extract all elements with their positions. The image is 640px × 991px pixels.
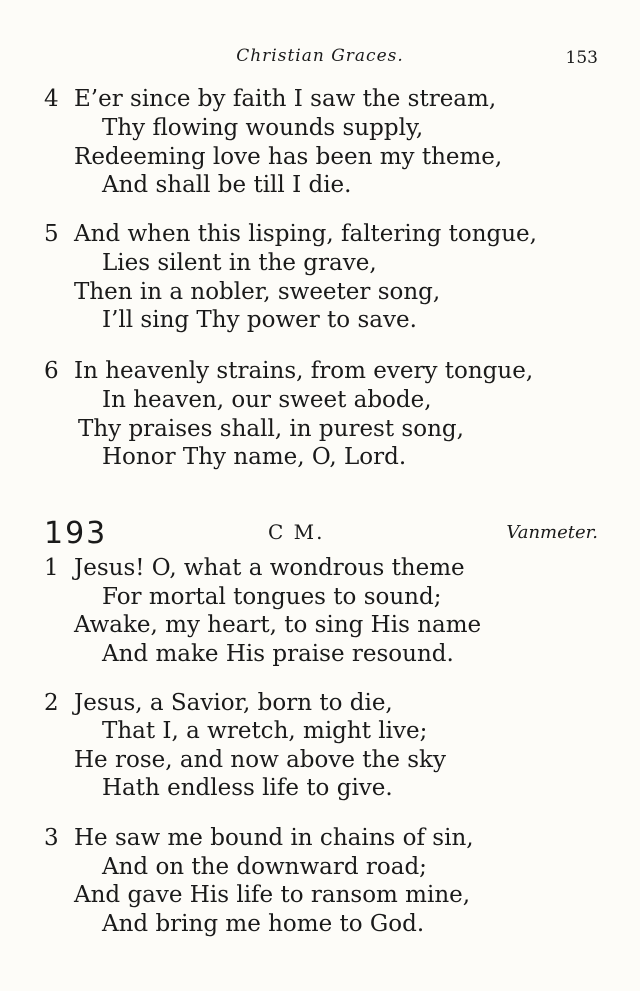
stanza-line: Hath endless life to give. <box>102 775 393 801</box>
stanza-line: He rose, and now above the sky <box>74 747 446 773</box>
stanza-line: Lies silent in the grave, <box>102 250 377 276</box>
stanza-line: Then in a nobler, sweeter song, <box>74 279 441 305</box>
stanza-number: 6 <box>44 358 59 384</box>
hymn-tune: Vanmeter. <box>506 522 598 543</box>
stanza-number: 4 <box>44 86 59 112</box>
stanza-line: Honor Thy name, O, Lord. <box>102 444 407 470</box>
stanza-line: And on the downward road; <box>102 854 427 880</box>
stanza-line: And when this lisping, faltering tongue, <box>74 221 537 247</box>
stanza-line: And shall be till I die. <box>102 172 352 198</box>
stanza-line: Thy flowing wounds supply, <box>102 115 424 141</box>
stanza-line: And make His praise resound. <box>102 641 454 667</box>
stanza-line: For mortal tongues to sound; <box>102 584 442 610</box>
hymn-number: 193 <box>44 516 108 551</box>
stanza-line: He saw me bound in chains of sin, <box>74 825 474 851</box>
running-head: Christian Graces. <box>236 46 404 66</box>
stanza-line: In heaven, our sweet abode, <box>102 387 432 413</box>
stanza-line: Awake, my heart, to sing His name <box>74 612 482 638</box>
stanza-number: 3 <box>44 825 59 851</box>
stanza-line: E’er since by faith I saw the stream, <box>74 86 497 112</box>
stanza-line: And bring me home to God. <box>102 911 425 937</box>
hymn-meter: C M. <box>268 520 325 544</box>
stanza-line: And gave His life to ransom mine, <box>74 882 471 908</box>
stanza-number: 2 <box>44 690 59 716</box>
stanza-number: 1 <box>44 555 59 581</box>
stanza-number: 5 <box>44 221 59 247</box>
stanza-line: I’ll sing Thy power to save. <box>102 307 417 333</box>
stanza-line: Jesus, a Savior, born to die, <box>74 690 393 716</box>
stanza-line: In heavenly strains, from every tongue, <box>74 358 534 384</box>
stanza-line: That I, a wretch, might live; <box>102 718 428 744</box>
page-number: 153 <box>565 48 598 68</box>
stanza-line: Jesus! O, what a wondrous theme <box>74 555 465 581</box>
stanza-line: Thy praises shall, in purest song, <box>78 416 464 442</box>
stanza-line: Redeeming love has been my theme, <box>74 144 503 170</box>
